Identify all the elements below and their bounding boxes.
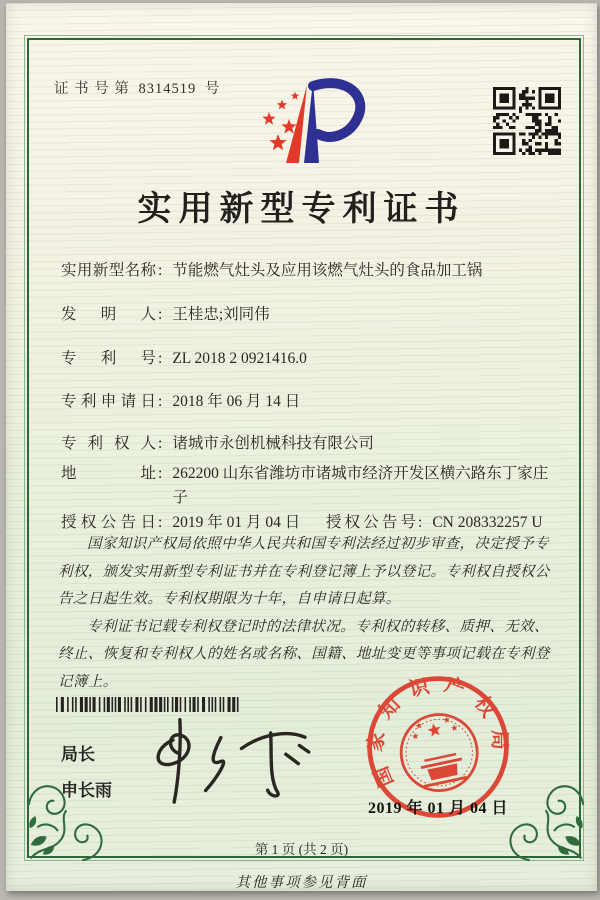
field-label: 专利权人 xyxy=(61,435,156,452)
director-name: 申长雨 xyxy=(61,781,112,800)
field-label: 实用新型名称 xyxy=(61,262,156,279)
field-row-patentee xyxy=(61,432,561,456)
field-label: 发明人 xyxy=(61,306,156,323)
field-colon: : xyxy=(158,306,163,323)
seal-stars-icon xyxy=(409,714,458,740)
field-row-invention-name xyxy=(61,259,561,283)
grant-date-value: 2019 年 01 月 04 日 xyxy=(172,514,301,531)
page-indicator: 第 1 页 (共 2 页) xyxy=(254,842,349,857)
certificate-number-value: 8314519 xyxy=(138,81,197,97)
field-colon: : xyxy=(158,514,163,531)
field-row-address xyxy=(61,462,561,510)
field-value: 节能燃气灶头及应用该燃气灶头的食品加工锅 xyxy=(172,262,483,279)
certificate-number xyxy=(54,77,220,98)
back-note: 其他事项参见背面 xyxy=(235,875,368,891)
certificate-paper xyxy=(6,3,597,891)
certificate-number-suffix: 号 xyxy=(204,81,221,97)
field-row-patent-number xyxy=(61,347,561,371)
logo-p-bowl-icon xyxy=(313,83,360,137)
grant-number-value: CN 208332257 U xyxy=(432,514,543,531)
seal-gate-icon xyxy=(419,752,467,788)
certificate-number-prefix: 证 书 号 第 xyxy=(54,81,130,97)
field-colon: : xyxy=(158,465,163,482)
field-colon: : xyxy=(158,350,163,367)
director-signature-icon xyxy=(138,705,328,813)
cnipa-logo-icon xyxy=(249,73,367,169)
field-value: 2018 年 06 月 14 日 xyxy=(172,393,301,410)
legal-paragraph-2: 专利证书记载专利权登记时的法律状况。专利权的转移、质押、无效、终止、恢复和专利权人的姓名或名称、国籍、地址变更等事项记载在专利登记簿上。 xyxy=(58,618,550,690)
field-colon: : xyxy=(158,262,163,279)
field-label: 专利号 xyxy=(61,350,156,367)
field-colon: : xyxy=(158,435,163,452)
legal-paragraph-1: 国家知识产权局依照中华人民共和国专利法经过初步审查，决定授予专利权，颁发实用新型专利证书并在专利登记簿上予以登记。专利权自授权公告之日起生效。专利权期限为十年，自申请日起算。 xyxy=(58,536,550,607)
certificate-title: 实用新型专利证书 xyxy=(137,191,466,228)
field-row-inventors xyxy=(61,303,561,327)
director-title: 局长 xyxy=(61,745,95,764)
field-value: ZL 2018 2 0921416.0 xyxy=(172,350,307,367)
field-label: 地址 xyxy=(61,465,156,482)
field-colon: : xyxy=(158,393,163,410)
field-row-filing-date xyxy=(61,390,561,414)
logo-blue-triangle-icon xyxy=(304,81,319,163)
field-label: 授权公告号 xyxy=(326,514,416,531)
field-value: 262200 山东省潍坊市诸城市经济开发区横六路东丁家庄子 xyxy=(172,465,549,506)
seal-date: 2019 年 01 月 04 日 xyxy=(368,800,509,817)
field-label: 专利申请日 xyxy=(61,393,156,410)
field-value: 王桂忠;刘同伟 xyxy=(172,306,270,323)
seal-text: 国家知识产权局 xyxy=(364,672,511,790)
field-label: 授权公告日 xyxy=(61,514,156,531)
field-colon: : xyxy=(418,514,423,531)
field-value: 诸城市永创机械科技有限公司 xyxy=(172,435,374,452)
qr-code-icon xyxy=(493,87,561,155)
